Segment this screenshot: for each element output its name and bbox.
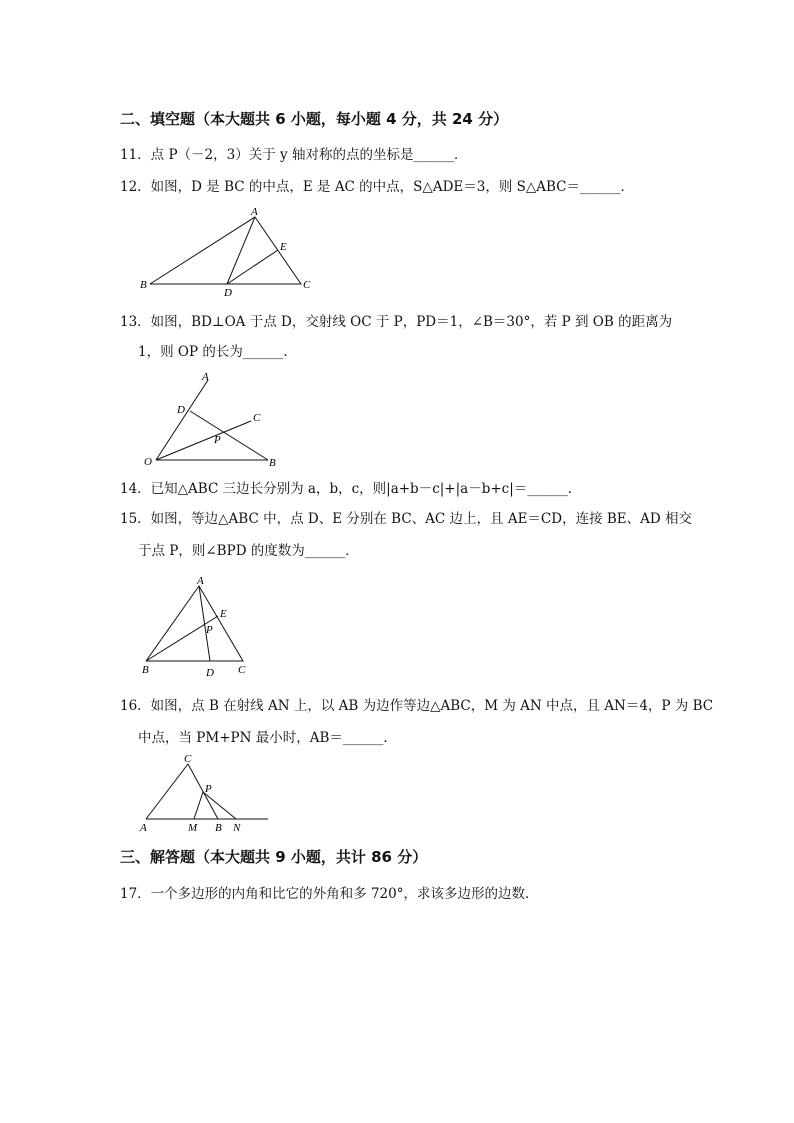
- question-11: 11．点 P（－2，3）关于 y 轴对称的点的坐标是______．: [120, 147, 468, 163]
- label-p: P: [214, 434, 221, 446]
- question-14: 14．已知△ABC 三边长分别为 a，b，c，则|a+b－c|+|a－b+c|＝______．: [120, 481, 582, 497]
- section-2-heading: 二、填空题（本大题共 6 小题，每小题 4 分，共 24 分）: [120, 110, 509, 128]
- label-d: D: [177, 404, 185, 416]
- question-12: 12．如图，D 是 BC 的中点，E 是 AC 的中点，S△ADE＝3，则 S△ABC＝______．: [120, 179, 635, 195]
- section-3-heading: 三、解答题（本大题共 9 小题，共计 86 分）: [120, 848, 428, 866]
- question-16-line-1: 16．如图，点 B 在射线 AN 上，以 AB 为边作等边△ABC，M 为 AN 中点，且 AN＝4，P 为 BC: [120, 698, 714, 714]
- label-c: C: [253, 412, 261, 424]
- figure-q13: [138, 366, 283, 470]
- question-15-line-2: 于点 P，则∠BPD 的度数为______．: [138, 543, 359, 559]
- label-b: B: [215, 822, 222, 834]
- figure-q16: [138, 752, 273, 834]
- label-p: P: [205, 783, 212, 795]
- label-a: A: [251, 206, 258, 218]
- question-13-line-2: 1，则 OP 的长为______．: [138, 344, 297, 360]
- label-c: C: [238, 664, 246, 676]
- label-d: D: [206, 667, 214, 679]
- label-e: E: [220, 608, 227, 620]
- label-a: A: [202, 371, 209, 383]
- label-b: B: [142, 664, 149, 676]
- question-13-line-1: 13．如图，BD⊥OA 于点 D，交射线 OC 于 P，PD＝1，∠B＝30°，若 P 到 OB 的距离为: [120, 314, 673, 330]
- question-16-line-2: 中点，当 PM+PN 最小时，AB＝______．: [138, 730, 397, 746]
- question-17: 17．一个多边形的内角和比它的外角和多 720°，求该多边形的边数．: [120, 886, 539, 902]
- label-o: O: [144, 456, 152, 468]
- label-d: D: [224, 287, 232, 297]
- label-a: A: [197, 575, 204, 587]
- label-b: B: [140, 279, 147, 291]
- label-e: E: [280, 241, 287, 253]
- label-a: A: [140, 822, 147, 834]
- label-n: N: [233, 822, 241, 834]
- label-b: B: [269, 457, 276, 469]
- label-c: C: [303, 279, 311, 291]
- figure-q12: [138, 205, 318, 297]
- label-p: P: [206, 624, 213, 636]
- label-c: C: [184, 753, 192, 765]
- label-m: M: [188, 822, 198, 834]
- figure-q15: [138, 572, 258, 680]
- question-15-line-1: 15．如图，等边△ABC 中，点 D、E 分别在 BC、AC 边上，且 AE＝CD，连接 BE、AD 相交: [120, 511, 693, 527]
